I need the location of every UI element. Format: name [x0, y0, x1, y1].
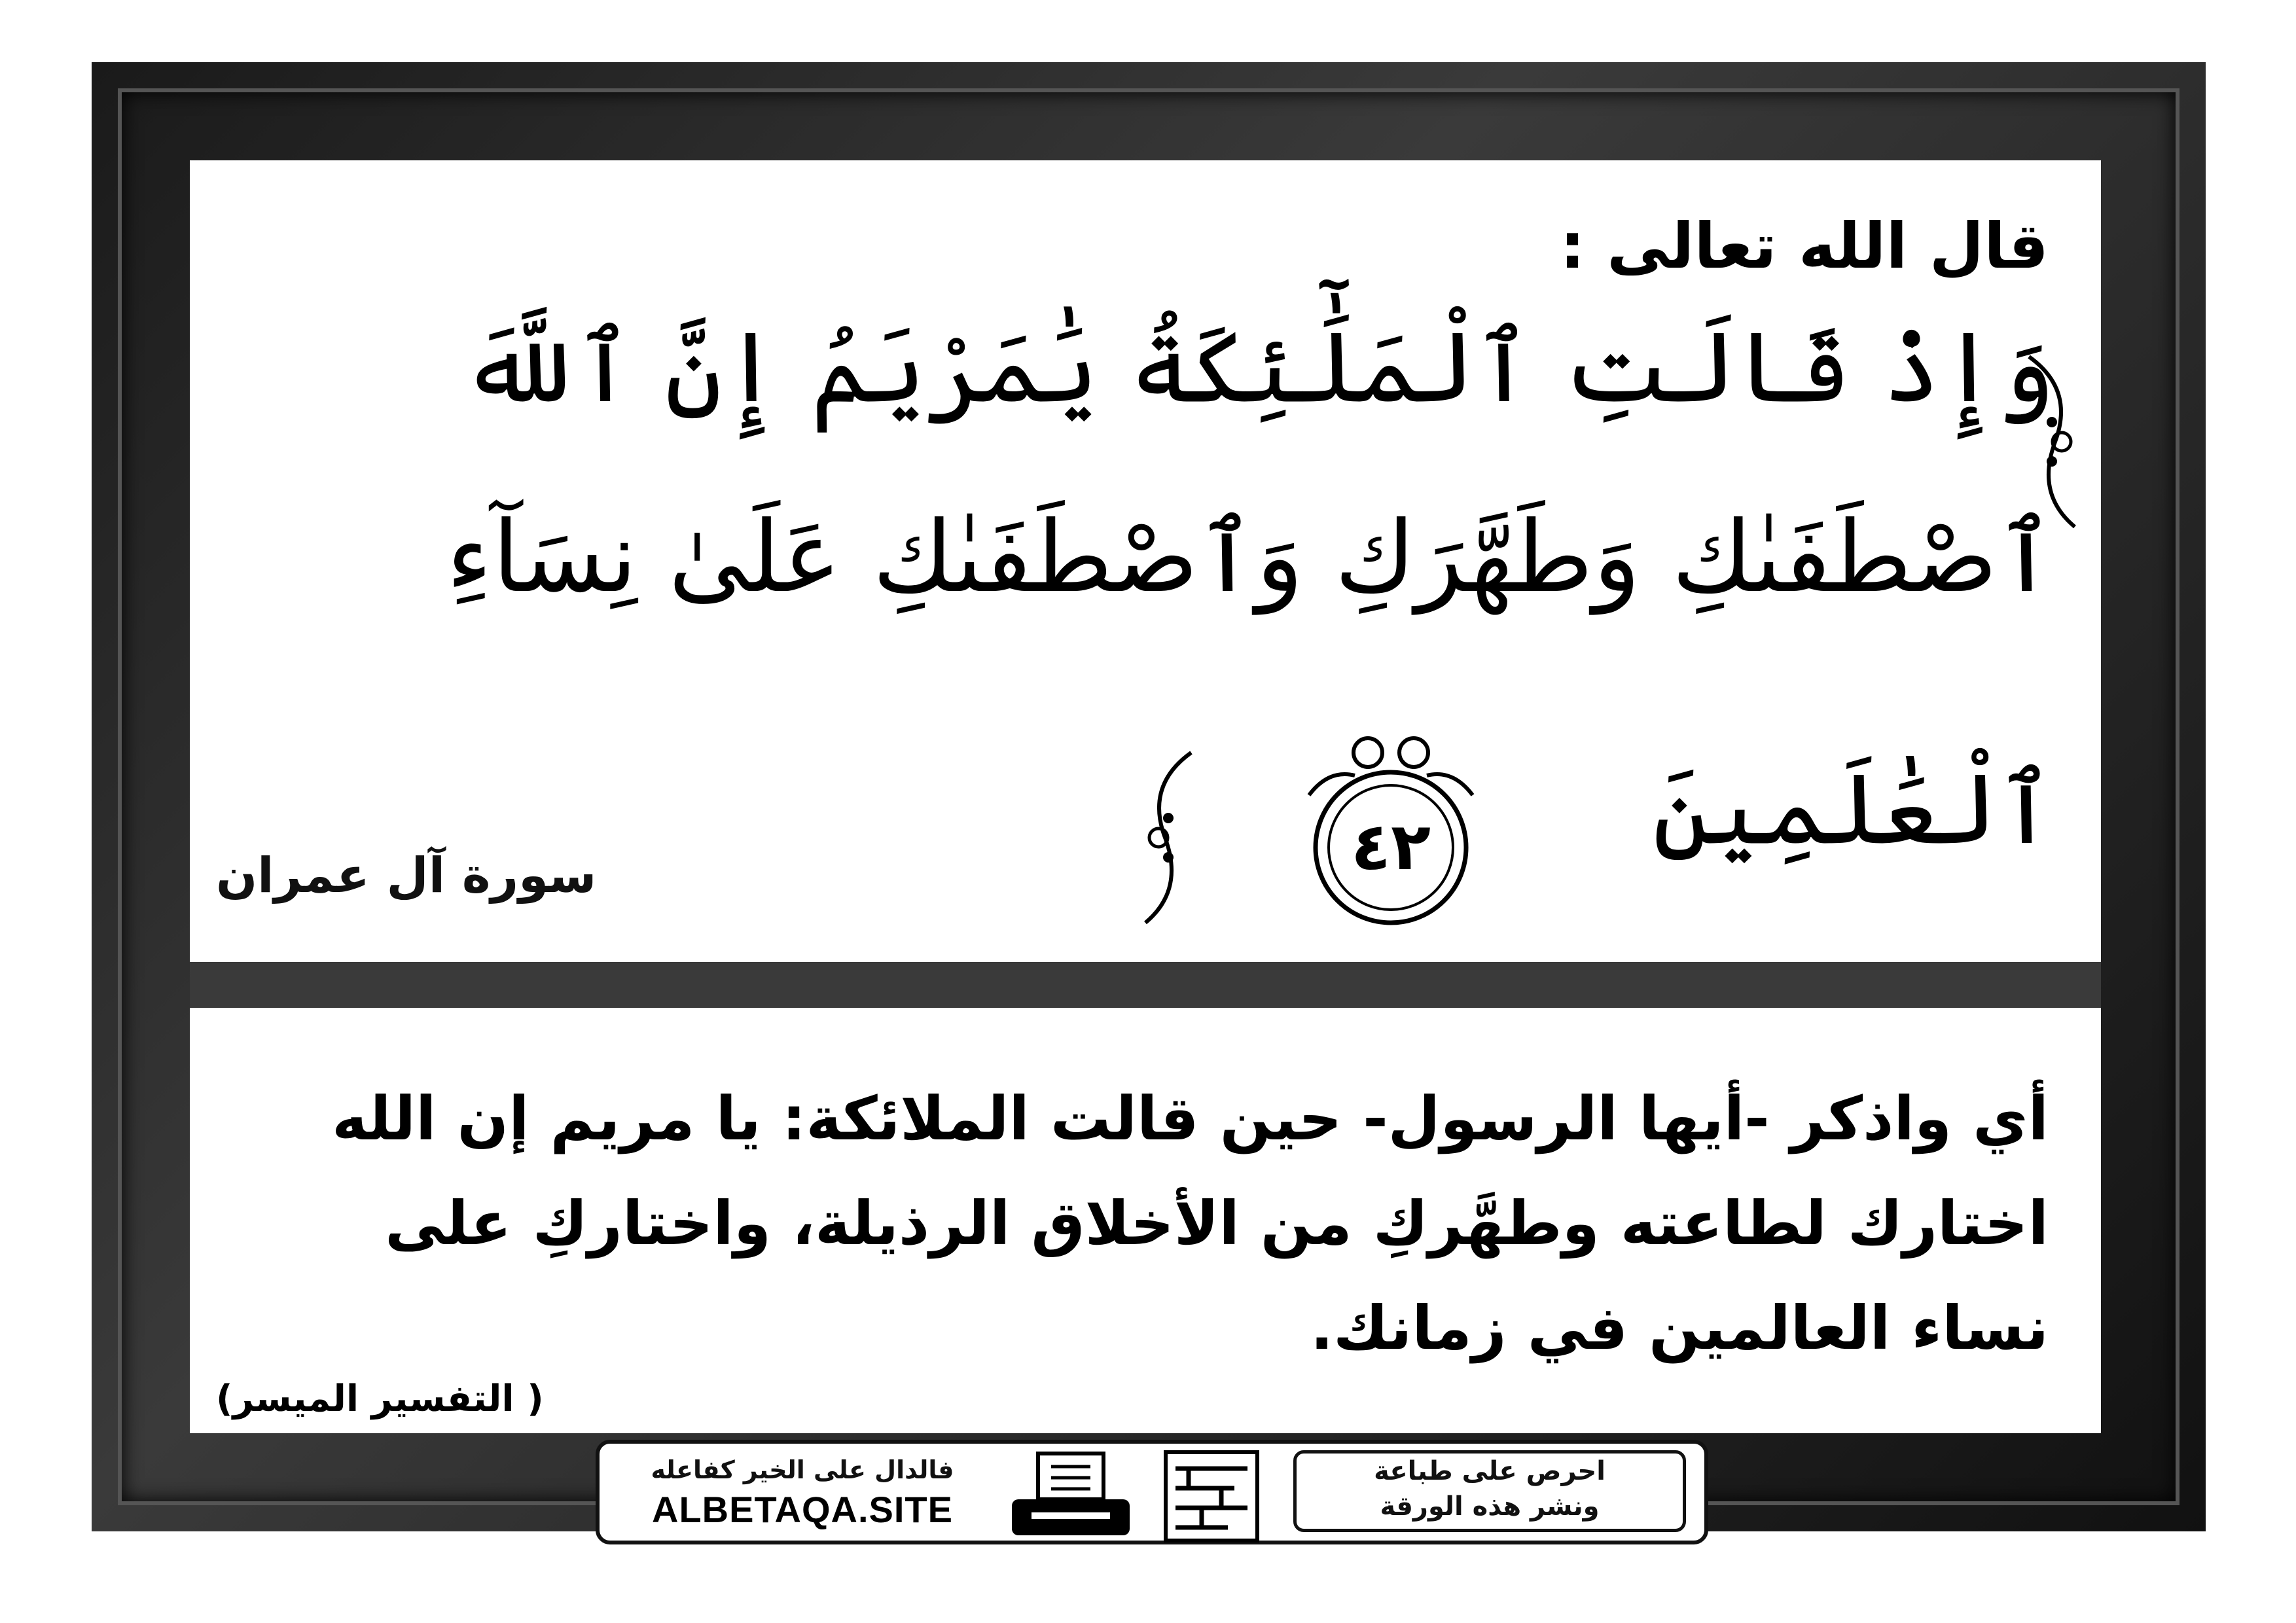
footer-right-box — [1293, 1450, 1686, 1532]
footer-site-link[interactable]: ALBETAQA.SITE — [652, 1489, 953, 1530]
surah-name: سورة آل عمران — [216, 847, 597, 904]
verse-line-1: وَإِذْ قَالَتِ ٱلْمَلَٰٓئِكَةُ يَٰمَرْيَمُ إِنَّ ٱللَّهَ — [461, 311, 2055, 425]
tafsir-panel — [190, 1008, 2101, 1433]
tafsir-line-3: نساء العالمين في زمانك. — [1310, 1293, 2049, 1363]
verse-line-2: ٱصْطَفَىٰكِ وَطَهَّرَكِ وَٱصْطَفَىٰكِ عَلَىٰ نِسَآءِ — [446, 501, 2055, 615]
ornament-bracket-close — [1132, 746, 1204, 929]
ayah-marker — [1289, 723, 1492, 946]
verse-panel — [190, 160, 2101, 962]
tafsir-line-1: أي واذكر -أيها الرسول- حين قالت الملائكة: يا مريم إن الله — [332, 1084, 2049, 1154]
tafsir-source: ( التفسير الميسر) — [216, 1378, 544, 1420]
footer-right-line-2: ونشر هذه الورقة — [1380, 1491, 1600, 1522]
tafsir-line-2: اختارك لطاعته وطهَّركِ من الأخلاق الرذيلة، واختاركِ على — [385, 1188, 2049, 1258]
footer-slogan: فالدال على الخير كفاعله — [651, 1455, 954, 1484]
printer-icon — [1005, 1450, 1136, 1542]
footer-right-line-1: احرص على طباعة — [1374, 1456, 1605, 1486]
dawah-logo-icon — [1162, 1449, 1261, 1544]
footer-left — [619, 1455, 986, 1531]
panel-divider — [190, 962, 2101, 1008]
verse-line-3: ٱلْعَٰلَمِينَ — [1652, 753, 2055, 866]
footer-banner — [596, 1440, 1708, 1544]
tafsir-text — [242, 1067, 2049, 1381]
heading: قال الله تعالى : — [1560, 209, 2049, 283]
ayah-number: ٤٢ — [1350, 808, 1431, 885]
